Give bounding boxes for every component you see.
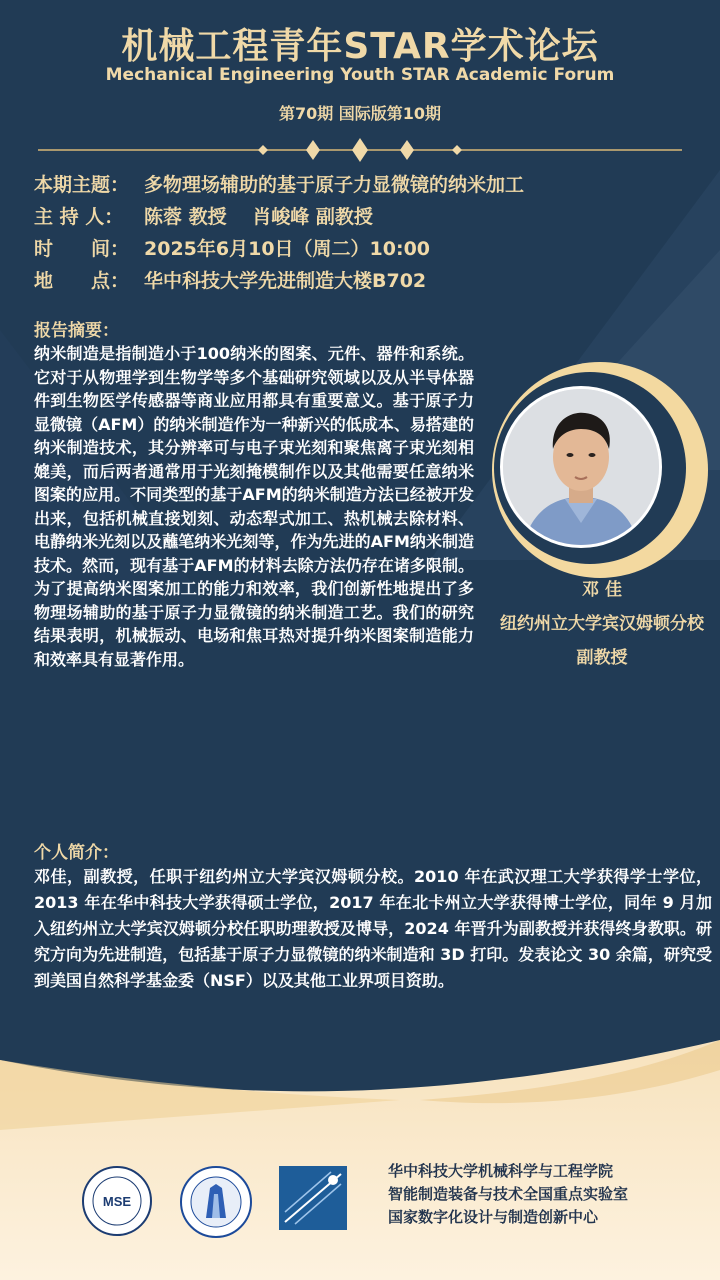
footer-org-2: 智能制造装备与技术全国重点实验室 <box>388 1185 629 1203</box>
host-label: 主 持 人： <box>34 206 124 228</box>
topic-row <box>34 170 524 197</box>
footer-org-1: 华中科技大学机械科学与工程学院 <box>388 1162 614 1180</box>
time-row <box>34 234 430 261</box>
speaker-affiliation: 纽约州立大学宾汉姆顿分校 <box>500 614 704 634</box>
abstract-body: 纳米制造是指制造小于100纳米的图案、元件、器件和系统。它对于从物理学到生物学等多个基础研究领域以及从半导体器件到生物医学传感器等商业应用都具有重要意义。基于原子力显微镜（AFM）的纳米制造作为一种新兴的低成本、易搭建的纳米制造技术，其分辨率可与电子束光刻和聚焦离子束光刻相媲美，而后两者通常用于光刻掩模制作以及其他需要任意纳米图案的应用。不同类型的基于AFM的纳米制造方法已经被开发出来，包括机械直接划刻、动态犁式加工、热机械去除材料、电静纳米光刻以及蘸笔纳米光刻等，作为先进的AFM纳米制造技术。然而，现有基于AFM的材料去除方法仍存在诸多限制。为了提高纳米图案加工的能力和效率，我们创新性地提出了多物理场辅助的基于原子力显微镜的纳米制造工艺。我们的研究结果表明，机械振动、电场和焦耳热对提升纳米图案制造能力和效率具有显著作用。 <box>34 344 474 669</box>
issue-number: 第70期 国际版第10期 <box>278 104 442 123</box>
forum-title-cn: 机械工程青年STAR学术论坛 <box>121 26 599 67</box>
place-value: 华中科技大学先进制造大楼B702 <box>144 270 427 292</box>
speaker-photo <box>500 386 662 548</box>
portrait-illustration <box>503 389 659 545</box>
time-value: 2025年6月10日（周二）10:00 <box>144 238 431 260</box>
speaker-title: 副教授 <box>576 648 628 668</box>
time-label: 时 间： <box>34 238 130 260</box>
topic-label: 本期主题： <box>34 174 130 196</box>
host-value: 陈蓉 教授 肖峻峰 副教授 <box>144 206 373 228</box>
speaker-name: 邓 佳 <box>582 580 622 600</box>
bio-title: 个人简介： <box>34 843 119 863</box>
topic-value: 多物理场辅助的基于原子力显微镜的纳米加工 <box>144 174 525 196</box>
host-row <box>34 202 373 229</box>
divider-ornament <box>240 134 480 166</box>
forum-title-en: Mechanical Engineering Youth STAR Academic Forum <box>105 65 615 85</box>
abstract-title: 报告摘要： <box>34 321 119 341</box>
state-lab-logo <box>180 1166 252 1238</box>
bio-body: 邓佳，副教授，任职于纽约州立大学宾汉姆顿分校。2010 年在武汉理工大学获得学士学位，2013 年在华中科技大学获得硕士学位，2017 年在北卡州立大学获得博士学位，同年 9 月加入纽约州立大学宾汉姆顿分校任职助理教授及博导，2024 年晋升为副教授并获得终身教职。研究方向为先进制造，包括基于原子力显微镜的纳米制造和 3D 打印。发表论文 30 余篇，研究受到美国自然科学基金委（NSF）以及其他工业界项目资助。 <box>34 867 712 990</box>
mse-school-logo <box>82 1166 152 1236</box>
place-row <box>34 266 426 293</box>
innovation-center-logo <box>279 1166 347 1230</box>
logo-mse-text: MSE <box>102 1194 132 1209</box>
place-label: 地 点： <box>34 270 130 292</box>
footer-org-3: 国家数字化设计与制造创新中心 <box>388 1208 599 1226</box>
